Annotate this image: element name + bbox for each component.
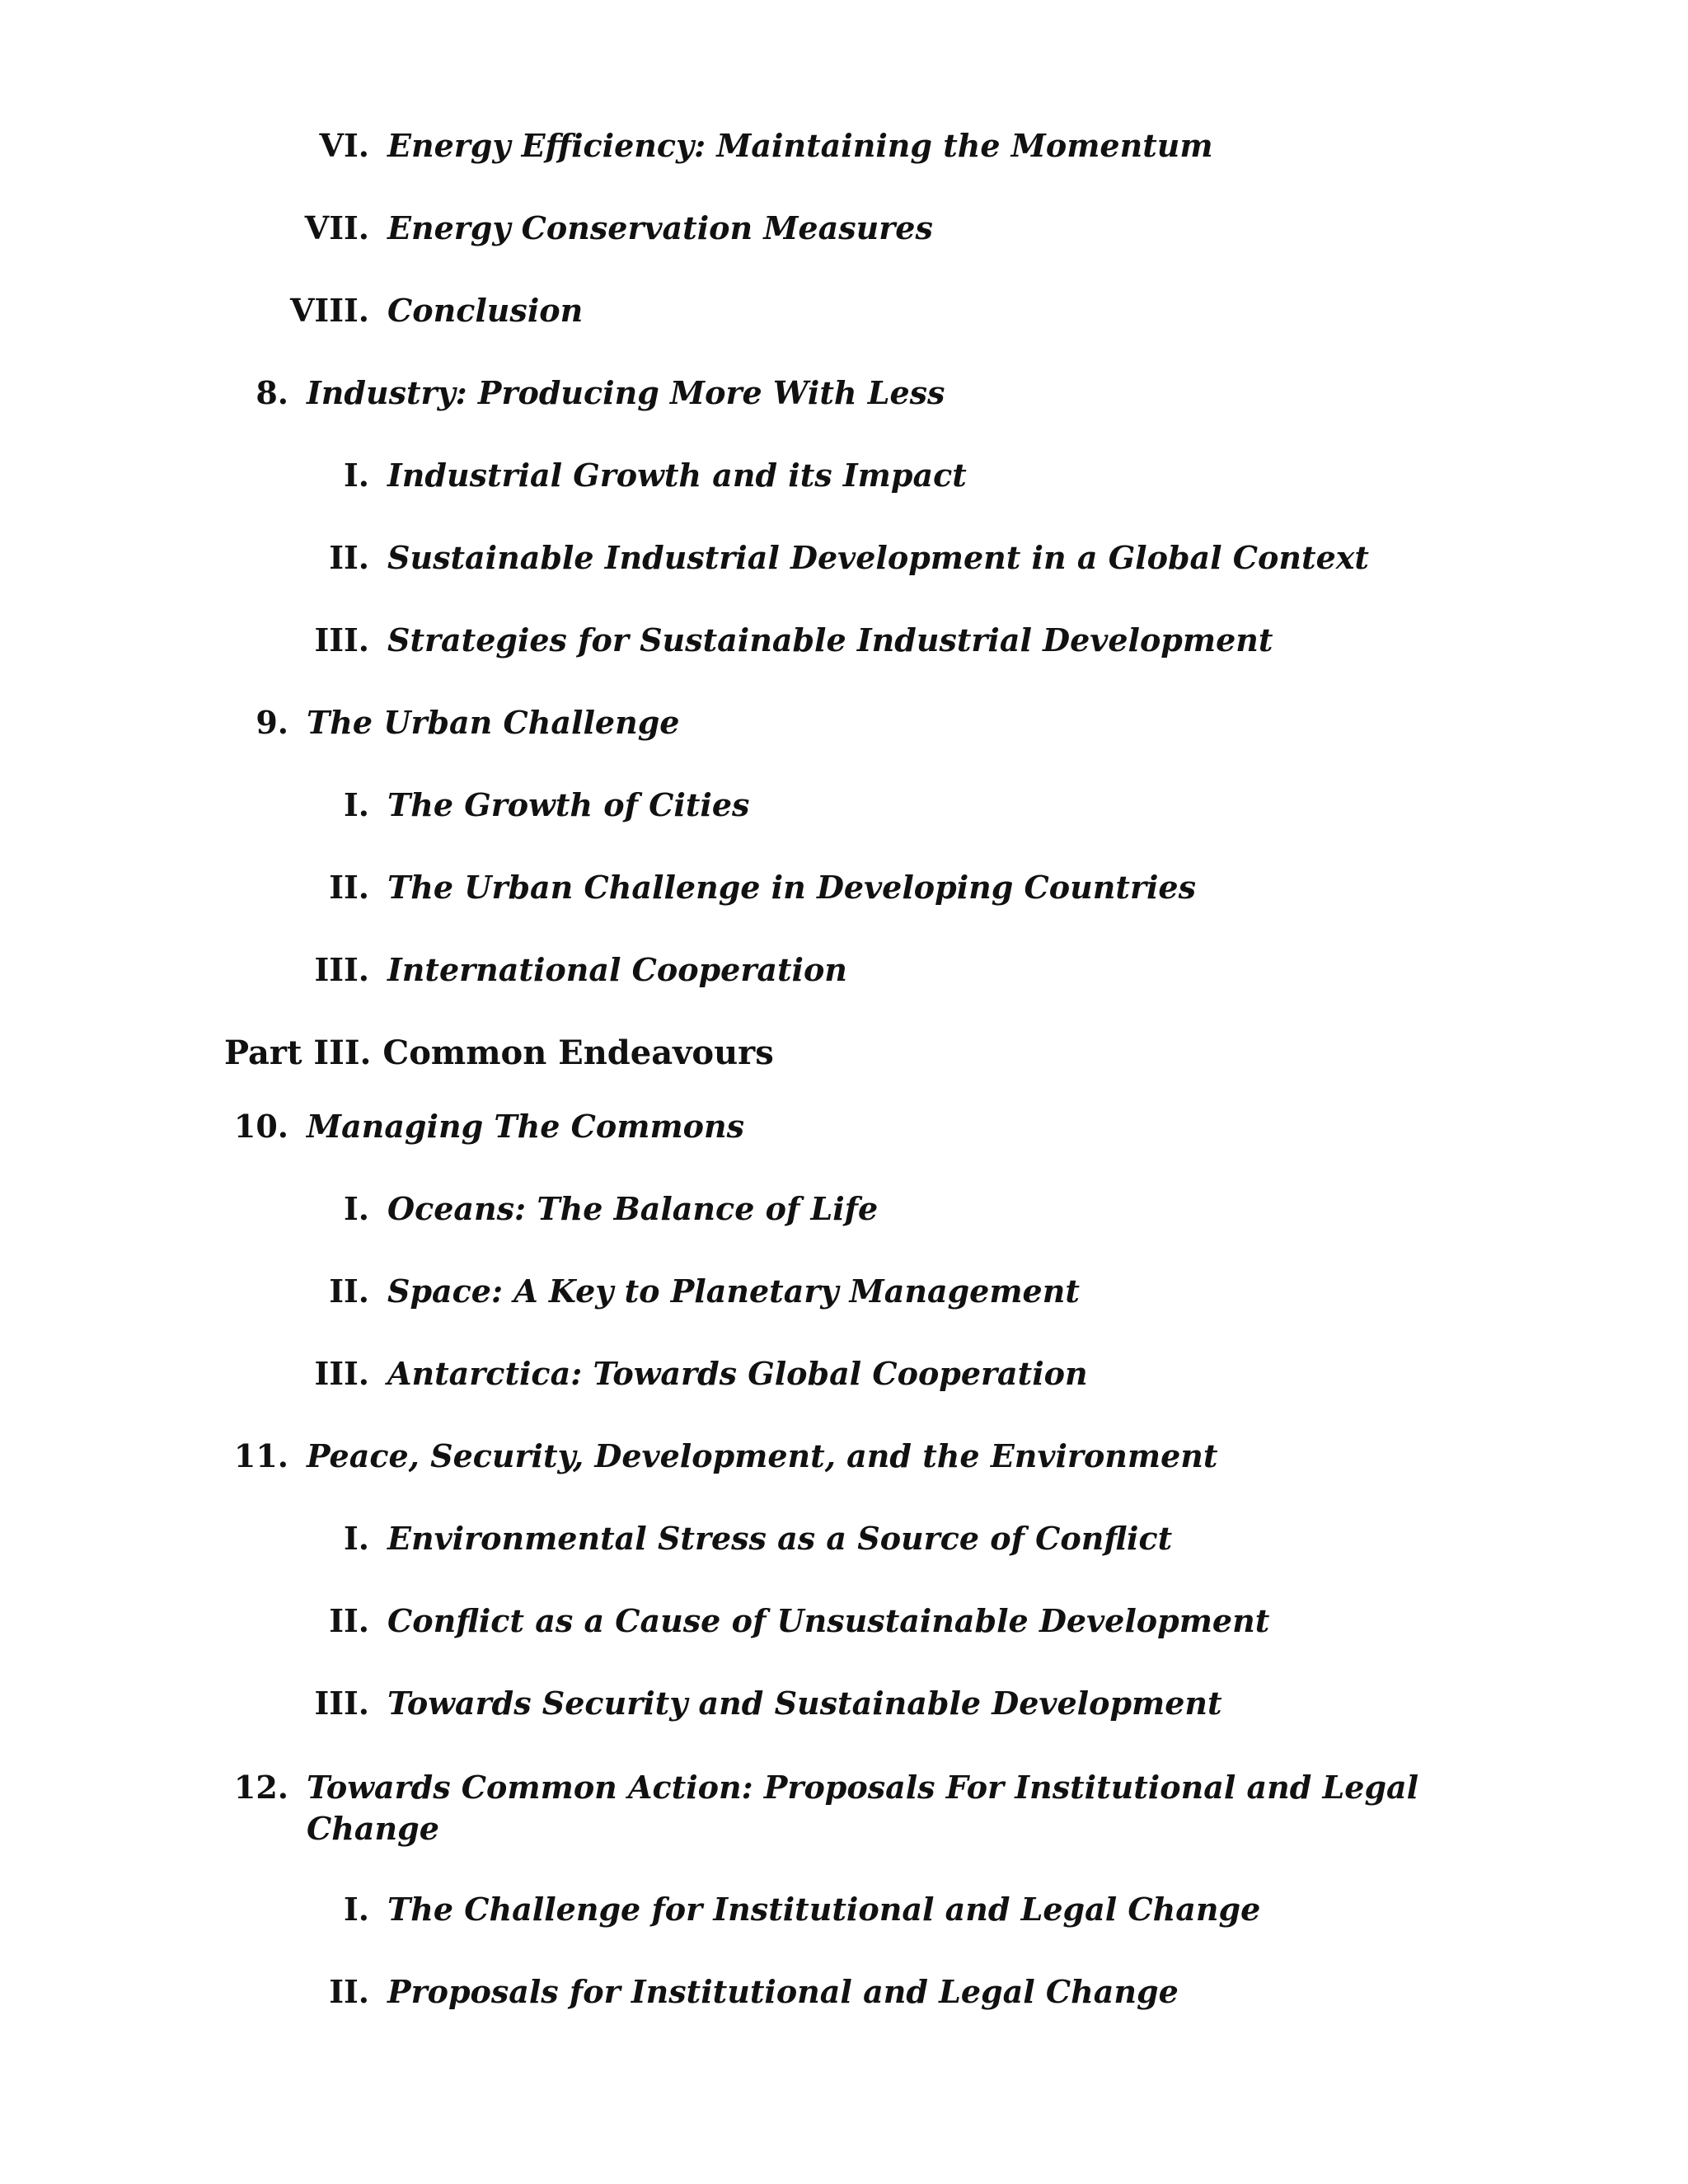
section-title[interactable]: Towards Security and Sustainable Development <box>387 1685 1222 1722</box>
toc-entry-section[interactable] <box>0 1518 1688 1568</box>
chapter-number: 12. <box>233 1769 288 1806</box>
chapter-number: 8. <box>256 374 288 411</box>
section-title[interactable]: Oceans: The Balance of Life <box>387 1190 879 1227</box>
part-title[interactable]: Part III. Common Endeavours <box>224 1033 774 1072</box>
section-number: I. <box>343 786 369 823</box>
section-title[interactable]: Energy Efficiency: Maintaining the Momentum <box>387 127 1213 164</box>
toc-entry-section[interactable] <box>0 1889 1688 1938</box>
toc-entry-section[interactable] <box>0 1353 1688 1403</box>
section-title[interactable]: Environmental Stress as a Source of Conflict <box>387 1520 1173 1557</box>
toc-entry-chapter[interactable] <box>0 1767 1688 1858</box>
section-title[interactable]: The Challenge for Institutional and Legal Change <box>387 1891 1261 1928</box>
chapter-title[interactable]: Peace, Security, Development, and the Environment <box>307 1437 1218 1474</box>
toc-entry-section[interactable] <box>0 785 1688 834</box>
toc-entry-section[interactable] <box>0 1271 1688 1320</box>
toc-entry-section[interactable] <box>0 455 1688 504</box>
section-number: III. <box>314 1685 369 1722</box>
toc-entry-section[interactable] <box>0 125 1688 175</box>
toc-entry-chapter[interactable] <box>0 1436 1688 1485</box>
section-title[interactable]: Strategies for Sustainable Industrial Development <box>387 621 1273 658</box>
chapter-number: 11. <box>233 1437 288 1474</box>
section-number: VI. <box>319 127 369 164</box>
chapter-title[interactable]: Managing The Commons <box>307 1108 745 1145</box>
toc-part-heading[interactable] <box>0 1033 1688 1082</box>
section-title[interactable]: Energy Conservation Measures <box>387 209 933 246</box>
toc-entry-chapter[interactable] <box>0 702 1688 752</box>
chapter-number: 9. <box>256 704 288 741</box>
section-number: VII. <box>304 209 369 246</box>
section-number: I. <box>343 1520 369 1557</box>
toc-entry-chapter[interactable] <box>0 373 1688 422</box>
toc-entry-section[interactable] <box>0 1971 1688 2021</box>
section-number: I. <box>343 1891 369 1928</box>
section-title[interactable]: Antarctica: Towards Global Cooperation <box>387 1355 1088 1392</box>
toc-entry-section[interactable] <box>0 620 1688 669</box>
chapter-title[interactable]: The Urban Challenge <box>307 704 680 741</box>
section-number: II. <box>329 539 369 576</box>
section-number: VIII. <box>289 292 369 329</box>
section-title[interactable]: Conclusion <box>387 292 584 329</box>
section-number: II. <box>329 1973 369 2010</box>
section-title[interactable]: Conflict as a Cause of Unsustainable Development <box>387 1602 1270 1639</box>
section-number: III. <box>314 1355 369 1392</box>
section-number: II. <box>329 1272 369 1310</box>
chapter-number: 10. <box>233 1108 288 1145</box>
section-title[interactable]: Proposals for Institutional and Legal Change <box>387 1973 1179 2010</box>
section-number: III. <box>314 621 369 658</box>
section-title[interactable]: Space: A Key to Planetary Management <box>387 1272 1080 1310</box>
toc-entry-chapter[interactable] <box>0 1106 1688 1155</box>
section-number: III. <box>314 951 369 988</box>
section-title[interactable]: Industrial Growth and its Impact <box>387 457 967 494</box>
section-title[interactable]: Sustainable Industrial Development in a Global Context <box>387 539 1369 576</box>
toc-entry-section[interactable] <box>0 949 1688 999</box>
section-title[interactable]: International Cooperation <box>387 951 847 988</box>
toc-entry-section[interactable] <box>0 537 1688 587</box>
toc-entry-section[interactable] <box>0 1601 1688 1650</box>
toc-entry-section[interactable] <box>0 208 1688 257</box>
section-title[interactable]: The Growth of Cities <box>387 786 750 823</box>
section-number: I. <box>343 457 369 494</box>
section-title[interactable]: The Urban Challenge in Developing Countries <box>387 869 1196 906</box>
chapter-title[interactable]: Towards Common Action: Proposals For Institutional and Legal Change <box>307 1769 1419 1847</box>
toc-entry-section[interactable] <box>0 1683 1688 1732</box>
toc-entry-section[interactable] <box>0 290 1688 340</box>
chapter-title[interactable]: Industry: Producing More With Less <box>307 374 945 411</box>
section-number: II. <box>329 1602 369 1639</box>
section-number: I. <box>343 1190 369 1227</box>
toc-entry-section[interactable] <box>0 1188 1688 1238</box>
toc-entry-section[interactable] <box>0 867 1688 916</box>
section-number: II. <box>329 869 369 906</box>
